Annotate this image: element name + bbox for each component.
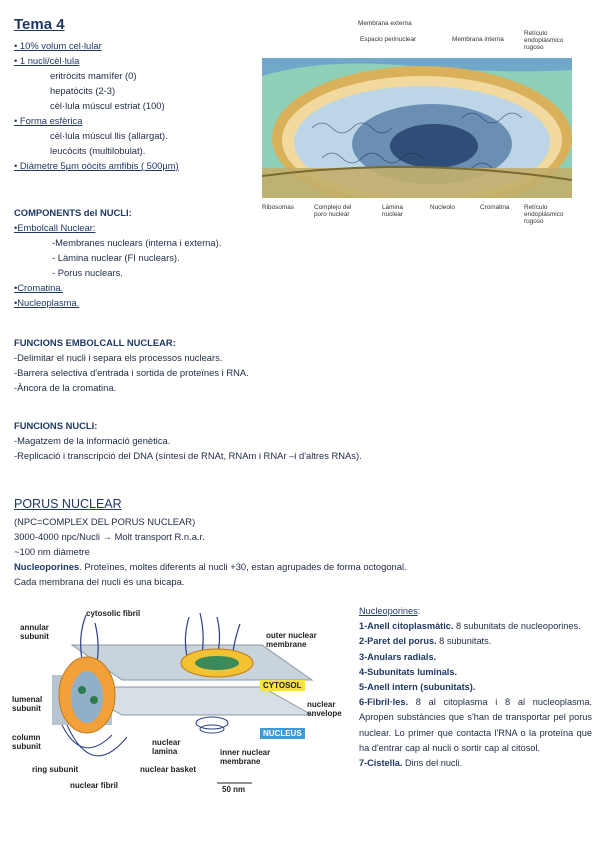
page-title: Tema 4 <box>14 16 65 33</box>
funcions-nucli-item: -Magatzem de la informació genètica. <box>14 435 171 446</box>
scale-bar-label: 50 nm <box>222 785 246 794</box>
funcions-embolcall-item: -Barrera selectiva d'entrada i sortida de proteïnes i RNA. <box>14 367 249 378</box>
pore-label: nuclear basket <box>140 765 197 774</box>
pore-label: ring subunit <box>32 765 79 774</box>
figure-label: Retículo endoplásmico rugoso <box>524 30 564 51</box>
figure-label: Membrana externa <box>358 20 412 27</box>
list-item-title: 1-Anell citoplasmàtic. <box>359 621 454 632</box>
list-item <box>359 680 592 695</box>
list-item-title: 3-Anulars radials. <box>359 651 437 662</box>
list-item-title: 4-Subunitats luminals. <box>359 666 458 677</box>
porus-line: Cada membrana del nucli és una bicapa. <box>14 576 185 587</box>
nucleoporines-desc: . Proteïnes, moltes diferents al nucli +30, estan agrupades de forma octogonal. <box>79 561 407 572</box>
nucleus-tag: NUCLEUS <box>260 728 305 739</box>
nucleoporines-term: Nucleoporines <box>14 561 80 572</box>
nucleoporines-list <box>359 604 592 771</box>
list-item-text: 8 subunitats de nucleoporines. <box>453 621 581 632</box>
components-item: -Membranes nuclears (interna i externa). <box>52 237 222 248</box>
intro-item: hepatòcits (2-3) <box>50 85 116 96</box>
list-item-text: Dins del nucli. <box>402 758 463 769</box>
intro-item: cèl·lula múscul llis (allargat). <box>50 130 168 141</box>
list-item <box>359 619 592 634</box>
list-item <box>359 695 592 756</box>
list-item-title: 2-Paret del porus. <box>359 636 437 647</box>
nucleoporines-heading: Nucleoporines <box>359 606 418 616</box>
cytosol-tag: CYTOSOL <box>260 680 305 691</box>
pore-label: inner nuclear membrane <box>220 748 271 766</box>
list-item <box>359 634 592 649</box>
pore-complex-illustration <box>12 605 352 795</box>
porus-line: (NPC=COMPLEX DEL PORUS NUCLEAR) <box>14 516 196 527</box>
funcions-embolcall-heading: FUNCIONS EMBOLCALL NUCLEAR: <box>14 337 176 348</box>
pore-label: nuclear lamina <box>152 738 181 756</box>
funcions-embolcall-item: -Àncora de la cromatina. <box>14 382 117 393</box>
nucleoporines-heading-line <box>359 604 592 619</box>
intro-item: leucòcits (multilobulat). <box>50 145 146 156</box>
list-item-text: 8 subunitats. <box>436 636 492 647</box>
pore-label: annular subunit <box>20 623 49 641</box>
intro-item: • Forma esfèrica <box>14 115 83 126</box>
intro-item: • 1 nucli/cèl·lula <box>14 55 80 66</box>
nucleus-illustration <box>262 18 572 233</box>
pore-label: nuclear fibril <box>70 781 119 790</box>
figure-label: Espacio perinuclear <box>360 36 417 43</box>
nucleoporines-heading-suffix: : <box>417 606 421 616</box>
list-item-title: 6-Fibril·les. <box>359 697 409 708</box>
intro-item: • Diàmetre 5µm oòcits amfibis ( 500µm) <box>14 160 179 171</box>
figure-label: Lámina nuclear <box>382 204 403 218</box>
porus-line: ~100 nm diàmetre <box>14 546 90 557</box>
components-item: - Porus nuclears. <box>52 267 123 278</box>
figure-label: Ribosomas <box>262 204 294 211</box>
funcions-embolcall-item: -Delimitar el nucli i separa els processos nuclears. <box>14 352 223 363</box>
components-item: - Làmina nuclear (FI nuclears). <box>52 252 180 263</box>
components-item: •Nucleoplasma. <box>14 297 80 308</box>
components-item: •Cromatina. <box>14 282 64 293</box>
list-item <box>359 650 592 665</box>
figure-label: Nucleolo <box>430 204 455 211</box>
list-item-title: 7-Cistella. <box>359 758 403 769</box>
list-item-text: 8 al citoplasma i 8 al nucleoplasma. Apropen substàncies que s'han de transportar pel porus nuclear. Lo primer que contacta l'RNA o la proteïna que ha d'entrar cap al nucli o sortir cap al citosol. <box>359 697 592 753</box>
list-item-title: 5-Anell intern (subunitats). <box>359 682 476 693</box>
pore-label: cytosolic fibril <box>86 609 141 618</box>
figure-label: Membrana interna <box>452 36 504 43</box>
pore-label: nuclear envelope <box>307 700 342 718</box>
pore-label: lumenal subunit <box>12 695 43 713</box>
pore-label: column subunit <box>12 733 41 751</box>
intro-item: cèl·lula múscul estriat (100) <box>50 100 165 111</box>
figure-label: Retículo endoplásmico rugoso <box>524 204 564 225</box>
funcions-nucli-heading: FUNCIONS NUCLI: <box>14 420 98 431</box>
porus-line: 3000-4000 npc/Nucli → Molt transport R.n.a.r. <box>14 531 205 542</box>
nucleoporines-sentence <box>14 561 407 573</box>
pore-label: outer nuclear membrane <box>266 631 317 649</box>
figure-label: Cromatina <box>480 204 510 211</box>
intro-item: • 10% volum cel·lular <box>14 40 102 51</box>
figure-label: Complejo del poro nuclear <box>314 204 352 218</box>
intro-item: eritròcits mamífer (0) <box>50 70 137 81</box>
components-heading: COMPONENTS del NUCLI: <box>14 207 132 218</box>
components-item: •Embolcall Nuclear: <box>14 222 96 233</box>
list-item <box>359 756 592 771</box>
list-item <box>359 665 592 680</box>
porus-heading: PORUS NUCLEAR <box>14 497 122 511</box>
nucleus-drawing <box>262 58 572 198</box>
funcions-nucli-item: -Replicació i transcripció del DNA (síntesi de RNAt, RNAm i RNAr –i d'altres RNAs). <box>14 450 362 461</box>
